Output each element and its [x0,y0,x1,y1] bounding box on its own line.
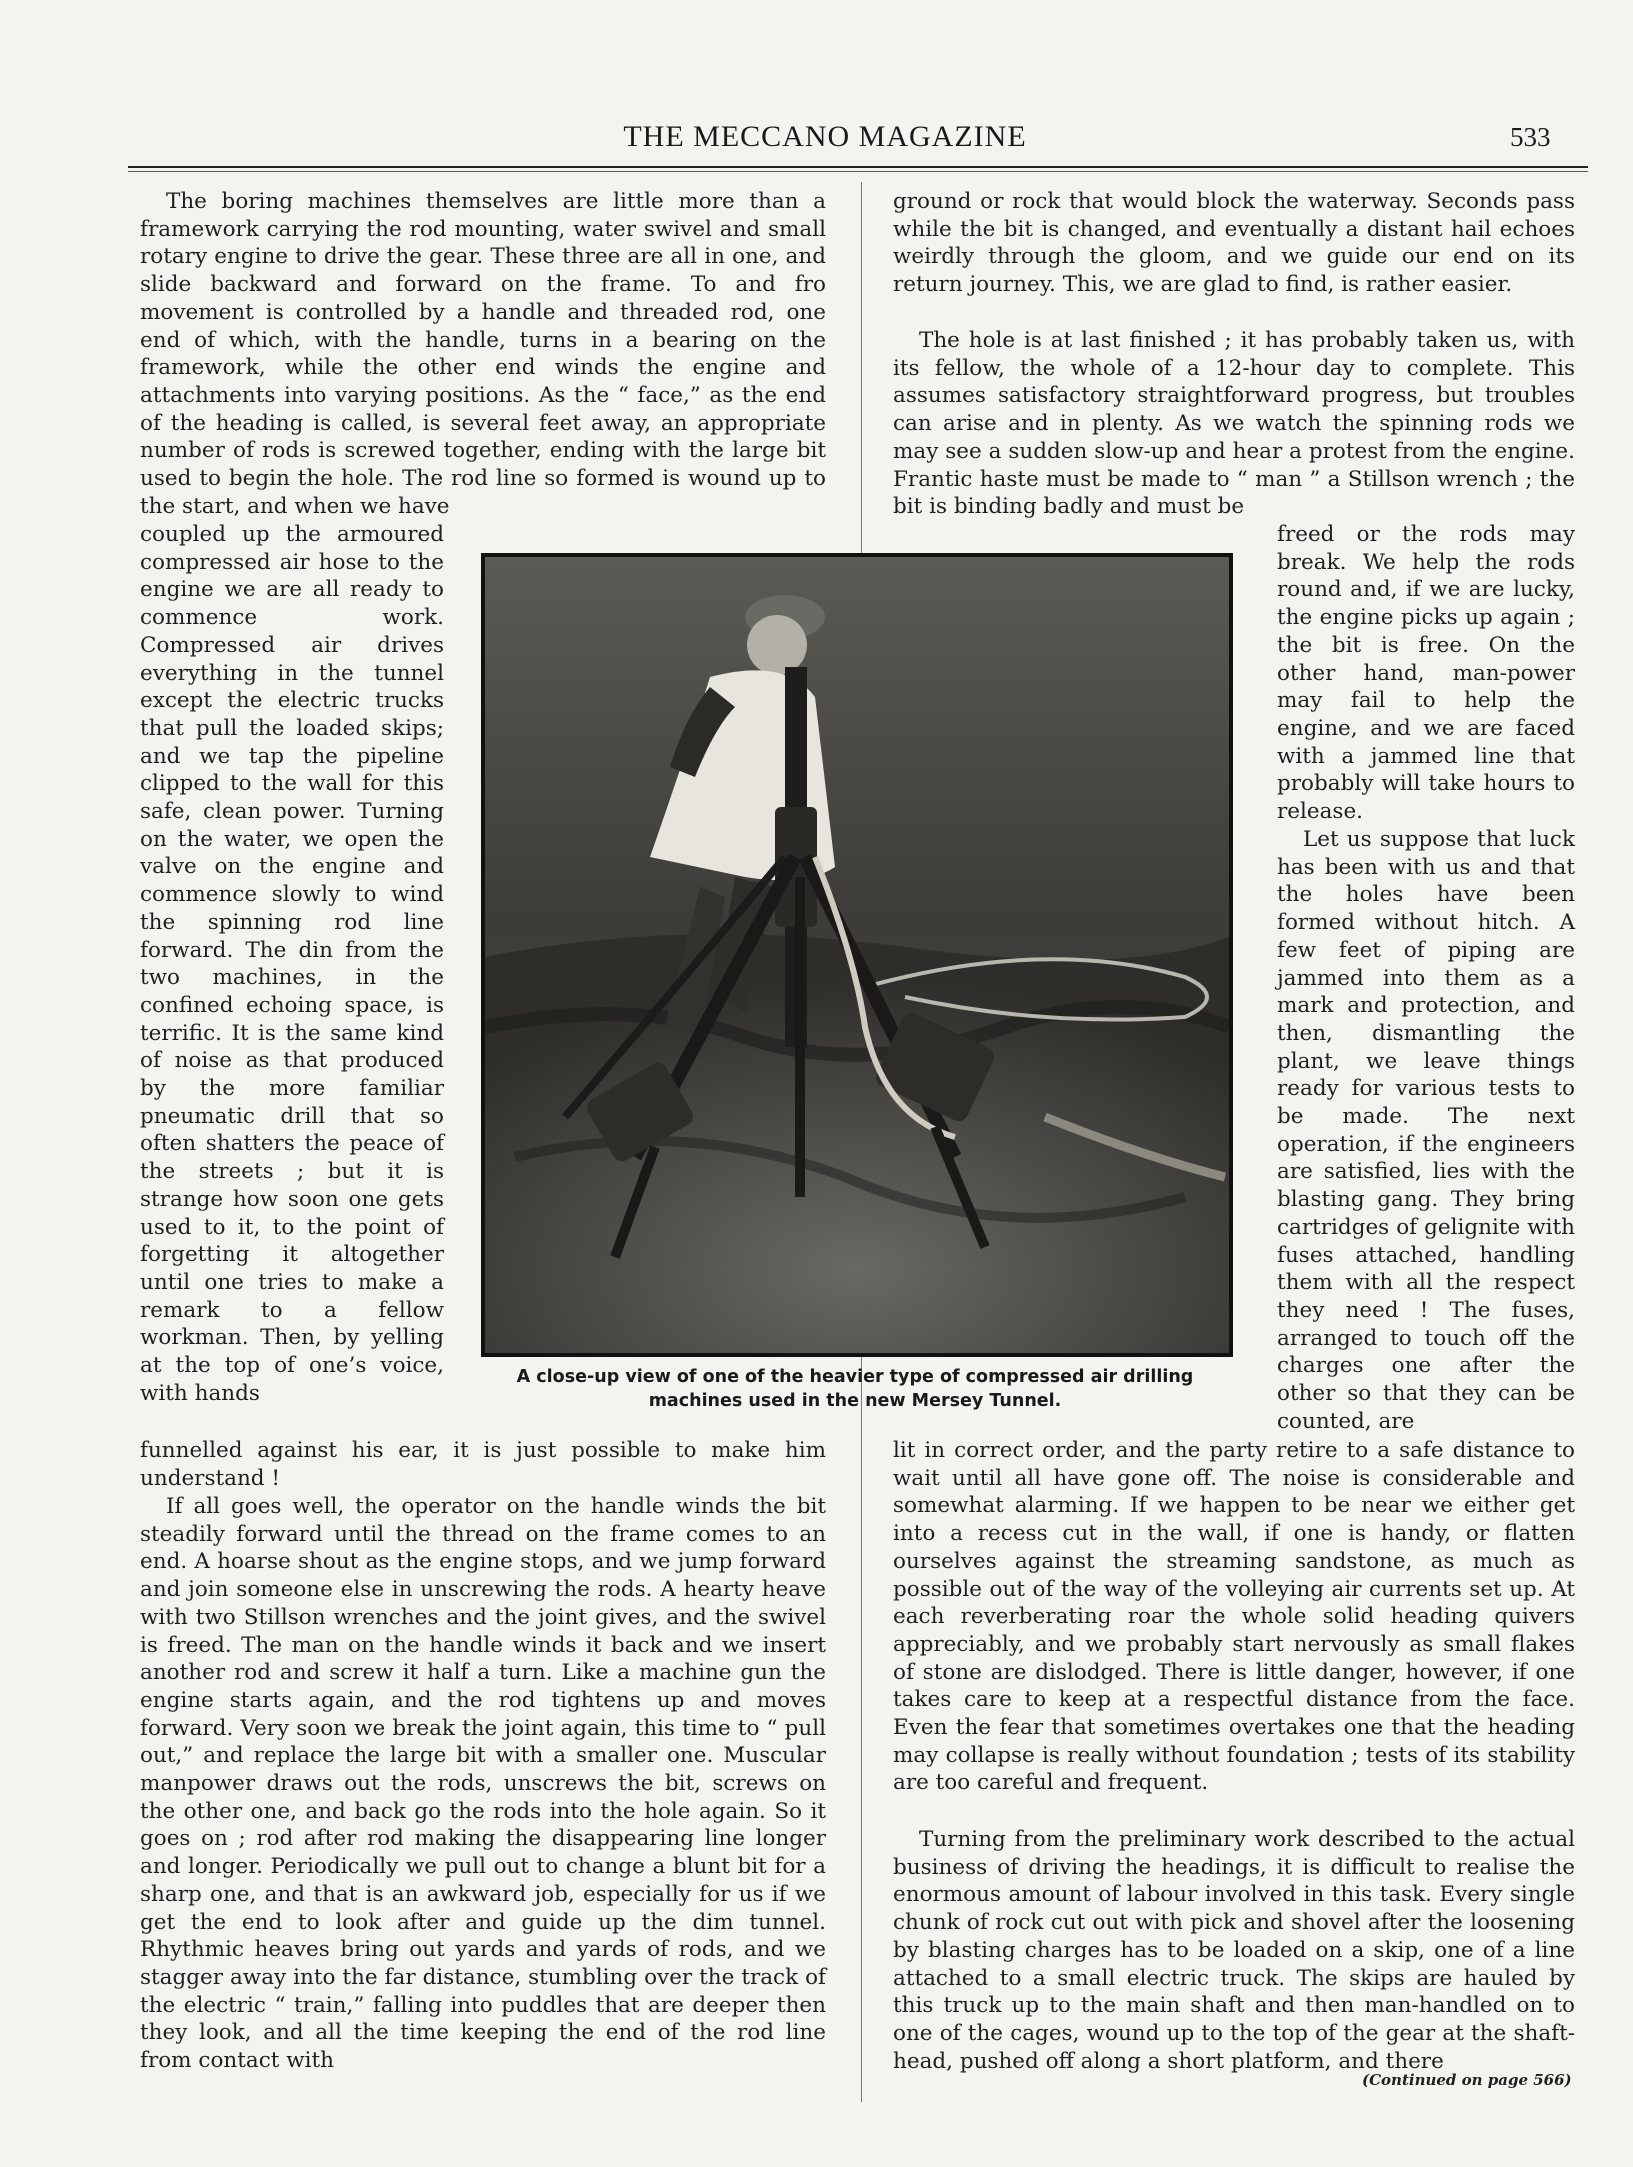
magazine-title: THE MECCANO MAGAZINE [623,120,1027,153]
header-rule-thin [128,171,1588,172]
right-paragraph-3-narrow: Let us suppose that luck has been with us and that the holes have been formed without hitch. A few feet of piping are jammed into them as a mark and protection, and then, dismantling the plant, we leave things ready for various tests to be made. The next operation, if the engineers are satisfied, lies with the blasting gang. They bring cartridges of gelignite with fuses attached, handling them with all the respect they need ! The fuses, arranged to touch off the charges one after the other so that they can be counted, are [1277,827,1575,1434]
right-paragraph-4: Turning from the preliminary work described to the actual business of driving the headings, it is difficult to realise the enormous amount of labour involved in this task. Every single chunk of rock cut out with pick and shovel after the loosening by blasting charges has to be loaded on a skip, one of a line attached to a small electric truck. The skips are hauled by this truck up to the main shaft and then man-handled on to one of the cages, wound up to the top of the gear at the shaft-head, pushed off along a short platform, and there [893,1827,1575,2074]
right-paragraph-3-bottom: lit in correct order, and the party retire to a safe distance to wait until all have gone off. The noise is considerable and somewhat alarming. If we happen to be near we either get into a recess cut in the wall, if one is handy, or flatten ourselves against the streaming sandstone, as much as possible out of the way of the volleying air currents set up. At each reverberating roar the whole solid heading quivers appreciably, and we probably start nervously as small flakes of stone are dislodged. There is little danger, however, if one takes care to keep at a respectful distance from the face. Even the fear that sometimes overtakes one that the heading may collapse is really without foundation ; tests of its stability are too careful and frequent. [893,1438,1575,1796]
photo-illustration [485,557,1229,1353]
left-paragraph-1-bottom: funnelled against his ear, it is just possible to make him understand ! [140,1438,826,1491]
left-paragraph-2: If all goes well, the operator on the handle winds the bit steadily forward until the thread on the frame comes to an end. A hoarse shout as the engine stops, and we jump forward and join someone else in unscrewing the rods. A hearty heave with two Stillson wrenches and the joint gives, and the swivel is freed. The man on the handle winds it back and we insert another rod and screw it half a turn. Like a machine gun the engine starts again, and the rod tightens up and moves forward. Very soon we break the joint again, this time to “ pull out,” and replace the large bit with a smaller one. Muscular manpower draws out the rods, unscrews the bit, screws on the other one, and back go the rods into the hole again. So it goes on ; rod after rod making the disappearing line longer and longer. Periodically we pull out to change a blunt bit for a sharp one, and that is an awkward job, especially for us if we get the end to look after and guide up the dim tunnel. Rhythmic heaves bring out yards and yards of rods, and we stagger away into the far distance, stumbling over the track of the electric “ train,” falling into puddles that are deeper then they look, and all the time keeping the end of the rod line from contact with [140,1494,826,2074]
left-paragraph-1-top: The boring machines themselves are little more than a framework carrying the rod mounting, water swivel and small rotary engine to drive the gear. These three are all in one, and slide backward and forward on the frame. To and fro movement is controlled by a handle and threaded rod, one end of which, with the handle, turns in a bearing on the framework, while the other end winds the engine and attachments into varying positions. As the “ face,” as the end of the heading is called, is several feet away, an appropriate number of rods is screwed together, ending with the large bit used to begin the hole. The rod line so formed is wound up to the start, and when we have [140,189,826,519]
photo-caption: A close-up view of one of the heavier type of compressed air drilling machines used in the new Mersey Tunnel. [516,1367,1194,1411]
right-paragraph-2-top: The hole is at last finished ; it has probably taken us, with its fellow, the whole of a 12-hour day to complete. This assumes satisfactory straightforward progress, but troubles can arise and in plenty. As we watch the spinning rods we may see a sudden slow-up and hear a protest from the engine. Frantic haste must be made to “ man ” a Stillson wrench ; the bit is binding badly and must be [893,328,1575,520]
page-number: 533 [1510,122,1551,152]
header-rule [128,166,1588,168]
left-paragraph-1-narrow: coupled up the armoured compressed air hose to the engine we are all ready to commence work. Compressed air drives everything in the tunnel except the electric trucks that pull the loaded skips; and we tap the pipeline clipped to the wall for this safe, clean power. Turning on the water, we open the valve on the engine and commence slowly to wind the spinning rod line forward. The din from the two machines, in the confined echoing space, is terrific. It is the same kind of noise as that produced by the more familiar pneumatic drill that so often shatters the peace of the streets ; but it is strange how soon one gets used to it, to the point of forgetting it altogether until one tries to make a remark to a fellow workman. Then, by yelling at the top of one’s voice, with hands [140,522,444,1406]
right-paragraph-1: ground or rock that would block the waterway. Seconds pass while the bit is changed, and eventually a distant hail echoes weirdly through the gloom, and we guide our end on its return journey. This, we are glad to find, is rather easier. [893,189,1575,298]
drilling-machine-photo [481,553,1233,1357]
continued-note: (Continued on page 566) [1362,2071,1572,2089]
right-paragraph-2-narrow: freed or the rods may break. We help the rods round and, if we are lucky, the engine picks up again ; the bit is free. On the other hand, man-power may fail to help the engine, and we are faced with a jammed line that probably will take hours to release. [1277,522,1575,825]
